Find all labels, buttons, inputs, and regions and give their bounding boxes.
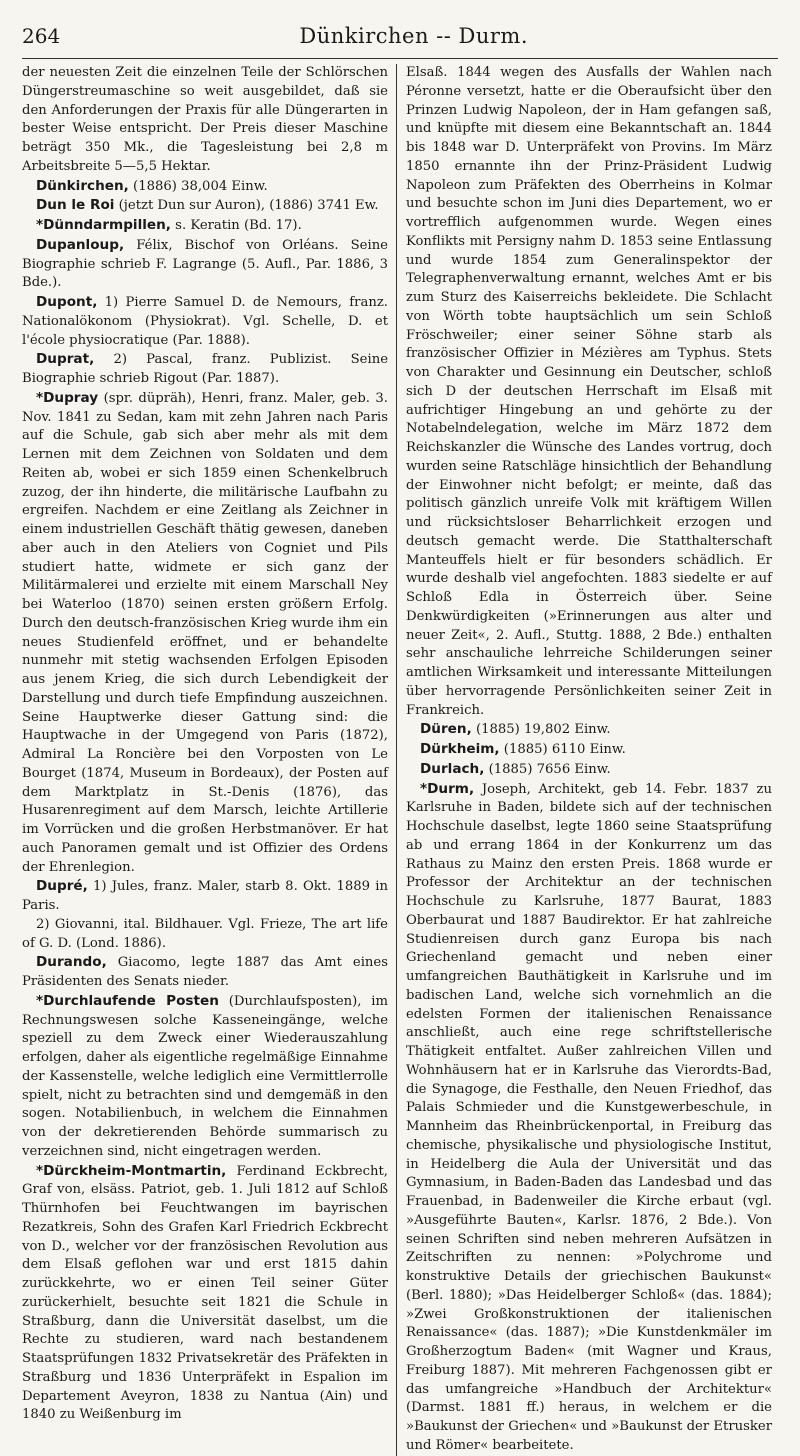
entry-text: Ferdinand Eckbrecht, Graf von, elsäss. Patriot, geb. 1. Juli 1812 auf Schloß Thürnhofen bei Feuchtwangen im bayrischen Rezatkreis, Sohn des Grafen Karl Friedrich Eckbrecht von D., welcher vor der französischen Revolution aus dem Elsaß geflohen war und erst 1815 dahin zurückkehrte, wo er einen Teil seiner Güter zurückerhielt, besuchte seit 1821 die Schule in Straßburg, dann die Universität daselbst, um die Rechte zu studieren, ward nach bestandenem Staatsprüfungen 1832 Privatsekretär des Präfekten in Straßburg und 1836 Unterpräfekt in Espalion im Departement Aveyron, 1838 zu Nantua (Ain) und 1840 zu Weißenburg im (22, 1163, 388, 1423)
dictionary-entry (22, 216, 388, 236)
entry-text: Giacomo, legte 1887 das Amt eines Präsidenten des Senats nieder. (22, 955, 388, 989)
entry-text: (1885) 6110 Einw. (503, 742, 626, 757)
dictionary-entry (22, 992, 388, 1162)
entry-text: Félix, Bischof von Orléans. Seine Biographie schrieb F. Lagrange (5. Aufl., Par. 1886, 3 Bde.). (22, 237, 388, 291)
entry-text: 2) Giovanni, ital. Bildhauer. Vgl. Frieze, The art life of G. D. (Lond. 1886). (22, 916, 388, 951)
dictionary-entry (22, 953, 388, 992)
dictionary-entry (22, 64, 388, 177)
entry-text: der neuesten Zeit die einzelnen Teile der Schlörschen Düngerstreumaschine so weit ausgebildet, daß sie den Anforderungen der Praxis für alle Düngerarten in bester Weise entspricht. Der Preis dieser Maschine beträgt 350 Mk., die Tagesleistung bei 2,8 m Arbeitsbreite 5—5,5 Hektar. (22, 65, 388, 174)
two-column-body (22, 64, 778, 1456)
dictionary-entry (22, 236, 388, 293)
dictionary-entry (406, 760, 772, 780)
dictionary-entry (22, 196, 388, 216)
entry-headword: Dupré, (36, 878, 88, 895)
dictionary-entry (22, 389, 388, 878)
entry-text: 1) Jules, franz. Maler, starb 8. Okt. 1889 in Paris. (22, 879, 388, 913)
entry-text: (1885) 7656 Einw. (488, 761, 611, 777)
entry-headword: Dupont, (36, 294, 98, 310)
entry-headword: Dürkheim, (420, 741, 500, 757)
entry-text: 2) Pascal, franz. Publizist. Seine Biographie schrieb Rigout (Par. 1887). (22, 352, 388, 386)
entry-headword: *Durchlaufende Posten (36, 992, 219, 1009)
entry-headword: Dupanloup, (36, 236, 125, 253)
entry-text: 1) Pierre Samuel D. de Nemours, franz. Nationalökonom (Physiokrat). Vgl. Schelle, D. et l'école physiocratique (Par. 1888). (22, 295, 388, 348)
entry-headword: *Dupray (36, 389, 99, 406)
entry-text: s. Keratin (Bd. 17). (175, 218, 302, 233)
entry-text: (jetzt Dun sur Auron), (1886) 3741 Ew. (118, 198, 379, 214)
running-header (22, 24, 778, 59)
right-column (397, 64, 772, 1456)
dictionary-entry (406, 740, 772, 760)
running-title: Dünkirchen -- Durm. (299, 24, 528, 48)
entry-text: (Durchlaufsposten), im Rechnungswesen solche Kasseneingänge, welche speziell zu dem Zweck einer Wiederauszahlung erfolgen, daher als eigentliche regelmäßige Einnahme der Kassenstelle, welche lediglich eine Vermittlerrolle spielt, nicht zu betrachten sind und demgemäß in den sogen. Notabilienbuch, in welchem die Einnahmen von der dekretierenden Behörde summarisch zu verzeichnen sind, nicht eingetragen werden. (22, 993, 388, 1159)
entry-headword: *Dünndarmpillen, (36, 217, 171, 233)
dictionary-entry (22, 177, 388, 197)
entry-headword: Düren, (420, 721, 472, 738)
entry-headword: Dun le Roi (36, 197, 115, 214)
entry-text: Joseph, Architekt, geb 14. Febr. 1837 zu Karlsruhe in Baden, bildete sich auf der technischen Hochschule daselbst, legte 1860 seine Staatsprüfung ab und errang 1864 in der Konkurrenz um das Rathaus zu Mainz den ersten Preis. 1868 wurde er Professor der Architektur an der technischen Hochschule zu Karlsruhe, 1877 Baurat, 1883 Oberbaurat und 1887 Baudirektor. Er hat zahlreiche Studienreisen durch ganz Europa bis nach Griechenland gemacht und neben einer umfangreichen Bauthätigkeit in Karlsruhe und im badischen Land, welche sich vornehmlich an die edelsten Formen der italienischen Renaissance anschließt, auch eine rege schriftstellerische Thätigkeit entfaltet. Außer zahlreichen Villen und Wohnhäusern hat er in Karlsruhe das Vierordts-Bad, die Synagoge, die Festhalle, den Neuen Friedhof, das Palais Schmieder und die Kunstgewerbeschule, in Mannheim das Rheinbrückenportal, in Freiburg das chemische, physikalische und physiologische Institut, in Heidelberg die Aula der Universität und das Gymnasium, in Baden-Baden das Landesbad und das Frauenbad, in Badenweiler die Kirche erbaut (vgl. »Ausgeführte Bauten«, Karlsr. 1876, 2 Bde.). Von seinen Schriften sind neben mehreren Aufsätzen in Zeitschriften zu nennen: »Polychrome und konstruktive Details der griechischen Baukunst« (Berl. 1880); »Das Heidelberger Schloß« (das. 1884); »Zwei Großkonstruktionen der italienischen Renaissance« (das. 1887); »Die Kunstdenkmäler im Großherzogtum Baden« (mit Wagner und Kraus, Freiburg 1887). Mit mehreren Fachgenossen gibt er das umfangreiche »Handbuch der Architektur« (Darmst. 1881 ff.) heraus, in welchem er die »Baukunst der Griechen« und »Baukunst der Etrusker und Römer« bearbeitete. (406, 781, 772, 1453)
entry-headword: Durlach, (420, 760, 485, 777)
entry-headword: *Dürckheim-Montmartin, (36, 1162, 227, 1179)
dictionary-entry (22, 350, 388, 389)
dictionary-entry (22, 877, 388, 916)
left-column (22, 64, 397, 1456)
entry-text: (spr. düpräh), Henri, franz. Maler, geb. 3. Nov. 1841 zu Sedan, kam mit zehn Jahren nach Paris auf die Schule, gab sich aber mehr als mit dem Lernen mit dem Zeichnen von Soldaten und dem Reiten ab, wobei er sich 1859 einen Schenkelbruch zuzog, der ihn hinderte, die militärische Laufbahn zu ergreifen. Nachdem er eine Zeitlang als Zeichner in einem industriellen Geschäft thätig gewesen, daneben aber auch in den Ateliers von Cogniet und Pils studiert hatte, widmete er sich ganz der Militärmalerei und erzielte mit einem Marschall Ney bei Waterloo (1870) seinen ersten größern Erfolg. Durch den deutsch-französischen Krieg wurde ihm ein neues Studienfeld eröffnet, und er behandelte nunmehr mit stetig wachsenden Erfolgen Episoden aus jenem Krieg, die sich durch Lebendigkeit der Darstellung und durch tiefe Empfindung auszeichnen. Seine Hauptwerke dieser Gattung sind: die Hauptwache in der Umgegend von Paris (1872), Admiral La Roncière bei den Vorposten von Le Bourget (1874, Museum in Bordeaux), der Posten auf dem Marktplatz in St.-Denis (1876), das Husarenregiment auf dem Marsch, leichte Artillerie im Vorrücken und die großen Herbstmanöver. Er hat auch Panoramen gemalt und ist Offizier des Ordens der Ehrenlegion. (22, 390, 388, 875)
dictionary-entry (22, 293, 388, 350)
dictionary-entry (406, 720, 772, 740)
entry-headword: *Durm, (420, 780, 475, 797)
entry-headword: Durando, (36, 954, 107, 971)
entry-text: (1885) 19,802 Einw. (475, 722, 611, 738)
dictionary-entry (406, 780, 772, 1456)
page-number: 264 (22, 24, 61, 48)
entry-text: (1886) 38,004 Einw. (133, 178, 268, 194)
entry-headword: Duprat, (36, 351, 95, 368)
dictionary-entry (22, 916, 388, 954)
dictionary-entry (406, 64, 772, 720)
dictionary-entry (22, 1162, 388, 1426)
entry-text: Elsaß. 1844 wegen des Ausfalls der Wahlen nach Péronne versetzt, hatte er die Oberaufsicht über den Prinzen Ludwig Napoleon, der in Ham gefangen saß, und knüpfte mit diesem eine Bekanntschaft an. 1844 bis 1848 war D. Unterpräfekt von Provins. Im März 1850 ernannte ihn der Prinz-Präsident Ludwig Napoleon zum Präfekten des Oberrheins in Kolmar und besuchte schon im Juni dies Departement, wo er vortrefflich aufgenommen wurde. Wegen eines Konflikts mit Persigny nahm D. 1853 seine Entlassung und wurde 1854 zum Generalinspektor der Telegraphenverwaltung ernannt, welches Amt er bis zum Sturz des Kaiserreichs bekleidete. Die Schlacht von Wörth tobte hauptsächlich um sein Schloß Fröschweiler; einer seiner Söhne starb als französischer Offizier in Mézières am Typhus. Stets von Charakter und Gesinnung ein Deutscher, schloß sich D der deutschen Herrschaft im Elsaß mit aufrichtiger Hingebung an und gehörte zu der Notabelndelegation, welche im März 1872 dem Reichskanzler die Wünsche des Landes vortrug, doch wurden seine Ratschläge hinsichtlich der Behandlung der Einwohner nicht befolgt; er meinte, daß das politisch gänzlich unreife Volk mit kräftigem Willen und rücksichtsloser Beharrlichkeit erzogen und deutsch gemacht werde. Die Statthalterschaft Manteuffels hielt er für besonders schädlich. Er wurde deshalb viel angefochten. 1883 siedelte er auf Schloß Edla in Österreich über. Seine Denkwürdigkeiten (»Erinnerungen aus alter und neuer Zeit«, 2. Aufl., Stuttg. 1888, 2 Bde.) enthalten sehr anschauliche lehrreiche Schilderungen seiner amtlichen Wirksamkeit und interessante Mitteilungen über hervorragende Persönlichkeiten seiner Zeit in Frankreich. (406, 65, 772, 718)
entry-headword: Dünkirchen, (36, 177, 129, 194)
